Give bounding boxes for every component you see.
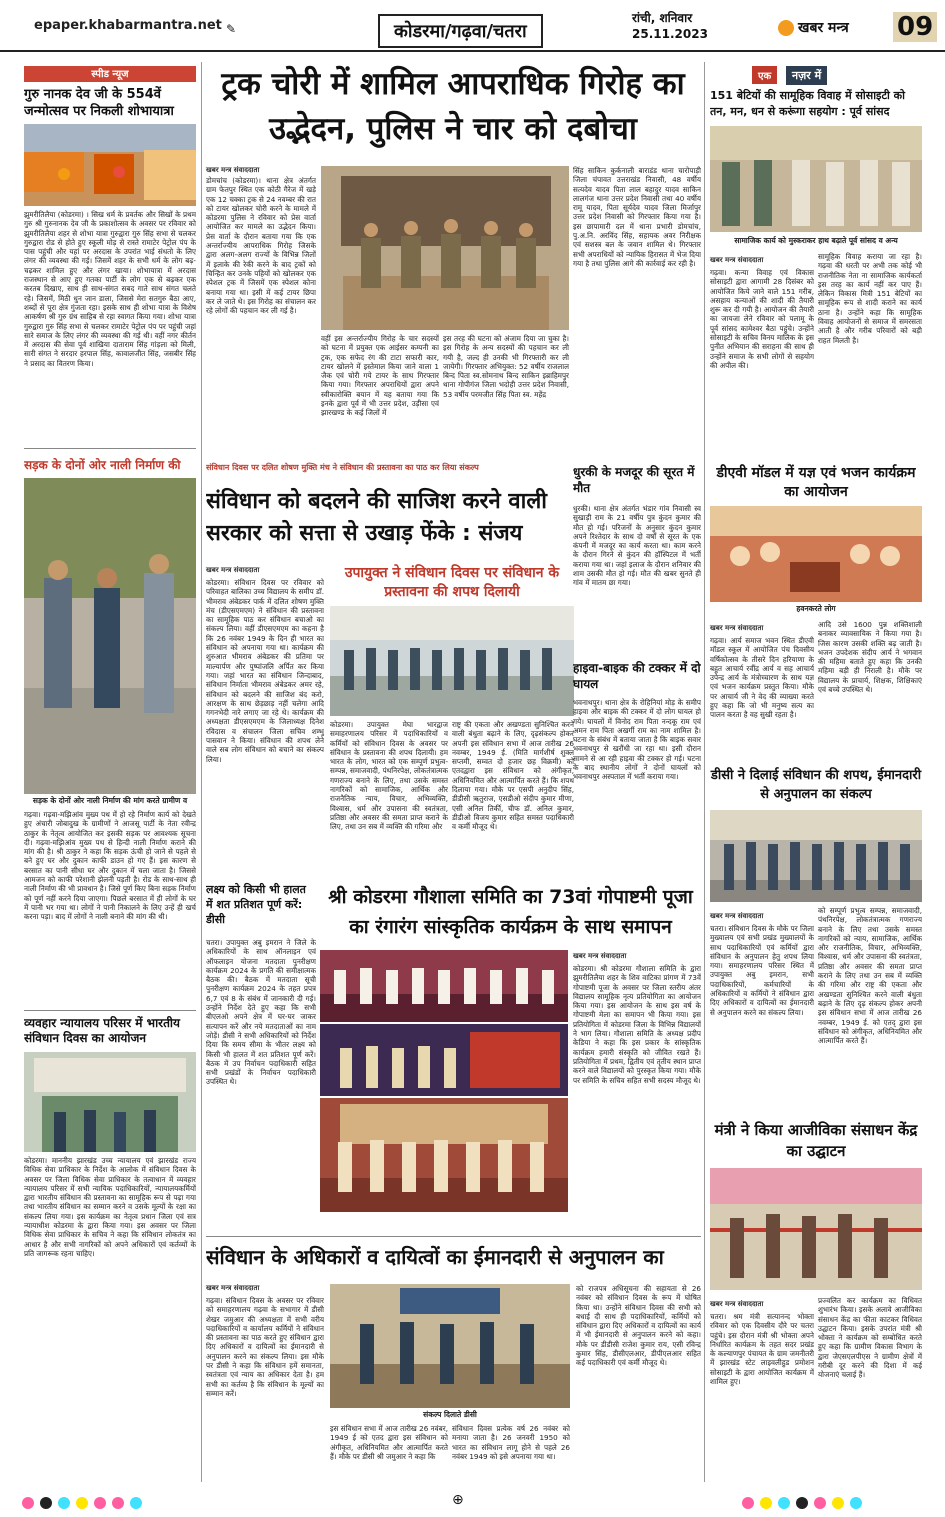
story-body: कोडरमा। उपायुक्त मेघा भारद्वाज समाहरणालय परिसर में पदाधिकारियों व कर्मियों को संविधान दिवस के अवसर पर संविधान के प्रस्तावना की शपथ दिलायी। हम भारत के लोग, भारत को एक सम्पूर्ण प्रभुत्व-सम्पन्न, समाजवादी, पंथनिरपेक्ष, लोकतंत्रात्मक गणराज्य बनाने के लिए, तथा उसके समस्त नागरिकों को सामाजिक, आर्थिक और राजनैतिक न्याय, विचार, अभिव्यक्ति, विश्वास, धर्म और उपासना की स्वतंत्रता, प्रतिष्ठा और अवसर की समता प्राप्त कराने के लिए, तथा उन सब में व्यक्ति की गरिमा और bbox=[330, 720, 448, 832]
ek-tag: एक bbox=[752, 66, 777, 84]
brand-name: खबर मन्त्र bbox=[798, 20, 849, 36]
strip-headline: संविधान दिवस पर दलित शोषण मुक्ति मंच ने संविधान की प्रस्तावना का पाठ कर लिया संकल्प bbox=[206, 463, 479, 472]
story-body: सिंह साकिन कुर्कनाली बाराडंड थाना चारोपाड़ी जिला चंपावत उत्तराखंड निवासी, 48 वर्षीय सत्यदेव यादव पिता लाल बहादुर यादव साकिन लालगंज थाना उत्तर प्रदेश निवासी तथा 40 वर्षीय रामू यादव, पिता सूर्यदेव यादव जिला मिर्जापुर उत्तर प्रदेश निवासी को गिरफ्तार किया गया है। इस छापामारी दल में थाना प्रभारी डोमचांच, पु.अ.नि. अरविंद सिंह, सहायक अवर निरीक्षक एवं सशस्त्र बल के जवान शामिल थे। गिरफ्तार सभी अपराधियों को न्यायिक हिरासत में भेज दिया गया है तथा पुलिस आगे की कार्रवाई कर रही है। bbox=[573, 166, 701, 268]
story-headline: श्री कोडरमा गौशाला समिति का 73वां गोपाष्टमी पूजा का रंगारंग सांस्कृतिक कार्यक्रम के साथ समापन bbox=[328, 886, 693, 938]
byline: खबर मन्त्र संवाददाता bbox=[710, 912, 764, 920]
story-body: गढ़वा। आर्य समाज भवन स्थित डीएवी मॉडल स्कूल में आयोजित पंच दिवसीय वर्षिकोत्सव के तीसरे दिन हरियाणा के बहुत आचार्य रवींद्र आर्य व सह आचार्य उपेन्द्र आर्य के मंत्रोच्चारण के साथ यज्ञ एवं भजन कार्यक्रम प्रस्तुत किया। मौके पर आचार्य जी ने वेद की व्याख्या करते हुए कहा कि जो भी मनुष्य सत्य का पालन करता है वह सुखी रहता है। bbox=[710, 636, 814, 720]
speed-news-tag: स्पीड न्यूज bbox=[24, 66, 196, 82]
city-day: रांची, शनिवार bbox=[632, 11, 693, 25]
story-body: राष्ट्र की एकता और अखण्डता सुनिश्चित करने वाली बंधुता बढ़ाने के लिए, दृढ़संकल्प होकर अपनी इस संविधान सभा में आज तारीख 26 नवम्बर, 1949 ई. (मिति मार्गशीर्ष शुक्ल सप्तमी, सम्वत दो हजार छह विक्रमी) को एतदद्वारा इस संविधान को अंगीकृत, अधिनियमित और आत्मार्पित करते हैं। कि शपथ दिलाया गया। मौके पर एसपी अनुदीप सिंह, डीडीसी ऋतुराज, एसडीओ संदीप कुमार मीणा, एसी अनिल तिर्की, चीफ डॉ. अनिल कुमार, डीडीओ विजय कुमार सहित समस्त पदाधिकारी व कर्मी मौजूद थे। bbox=[452, 720, 574, 832]
najar-tag: नज़र में bbox=[786, 66, 827, 85]
issue-date: 25.11.2023 bbox=[632, 27, 708, 41]
story-body: को राजपत्र अधिसूचना की सहायता से 26 नवंबर को संविधान दिवस के रूप में घोषित किया था। उन्होंने संविधान दिवस की सभी को बधाई दी साथ ही पदाधिकारियों, कर्मियों को संविधान द्वारा दिए अधिकारों व दायित्वों का कार्य में भी ईमानदारी से अनुपालन करने को कहा। मौके पर डीडीसी राजेश कुमार राय, एसी रविन्द्र कुमार सिंह, डीसीएलआर, डीपीएलआर सहित कई पदाधिकारी एवं कर्मी मौजूद थे। bbox=[576, 1284, 701, 1368]
section-title: कोडरमा/गढ़वा/चतरा bbox=[378, 14, 543, 48]
police-press-photo bbox=[321, 166, 569, 330]
court-photo bbox=[24, 1052, 196, 1152]
story-headline: संविधान के अधिकारों व दायित्वों का ईमानदारी से अनुपालन का bbox=[206, 1245, 664, 1269]
story-body: को सम्पूर्ण प्रभुत्व सम्पन्न, समाजवादी, पंथनिरपेक्ष, लोकतंत्रात्मक गणराज्य बनाने के लिए तथा उसके समस्त नागरिकों को न्याय, सामाजिक, आर्थिक और राजनीतिक, विचार, अभिव्यक्ति, विश्वास, धर्म और उपासना की स्वतंत्रता, प्रतिष्ठा और अवसर की समता प्राप्त कराने के लिए तथा उन सब में व्यक्ति की गरिमा और राष्ट्र की एकता और अखण्डता सुनिश्चित करने वाली बंधुता बढ़ाने के लिए दृढ़ संकल्प होकर अपनी इस संविधान सभा में आज तारीख 26 नवम्बर, 1949 ई. को एतद् द्वारा इस संविधान को अंगीकृत, अधिनियमित और आत्मार्पित करते हैं। bbox=[818, 906, 922, 1046]
story-body: वहीं इस अन्तर्राज्यीय गिरोह के चार सदस्यों को घटना में प्रयुक्त एक आईसर कम्पनी का ट्रक, एक सफेद रंग की टाटा सफारी कार, टायर खोलने में इस्तेमाल किया जाने वाला 1 जैक एवं चोरी गये टायर के साथ गिरफ्तार किया गया। गिरफ्तार अपराधियों द्वारा अपने स्वीकारोक्ति बयान में यह बताया गया कि इनके द्वारा पूर्व में भी उत्तर प्रदेश, उड़ीसा एवं झारखण्ड के कई जिलों में bbox=[321, 334, 439, 418]
site-url[interactable]: epaper.khabarmantra.net bbox=[34, 18, 222, 33]
story-body: धुरकी। थाना क्षेत्र अंतर्गत भंडार गांव निवासी स्व सुखाड़ी राम के 21 वर्षीय पुत्र कुंदन कुमार की मौत हो गई। परिजनों के अनुसार कुंदन कुमार अपने रिश्तेदार के साथ दो वर्षों से सूरत के एक कंपनी में मजदूर का कार्य करता था। काम करने के दौरान गिरने से कुंदन की हॉस्पिटल में भर्ती कराया गया था। जहां इलाज के दौरान शनिवार की शाम उसकी मौत हो गई। मौत की खबर सुनते ही गांव में मातम छा गया। bbox=[573, 504, 701, 588]
byline: खबर मन्त्र संवाददाता bbox=[206, 166, 260, 174]
lead-headline: ट्रक चोरी में शामिल आपराधिक गिरोह का उद्भेदन, पुलिस ने चार को दबोचा bbox=[221, 66, 685, 147]
story-body: गढ़वा। संविधान दिवस के अवसर पर रविवार को समाहरणालय गढ़वा के सभागार में डीसी शेखर जमुआर की अध्यक्षता में सभी वरीय पदाधिकारियों व कार्यालय कर्मियों ने संविधान की प्रस्तावना का पाठ करते हुए संविधान द्वारा दिए अधिकारों व दायित्वों का ईमानदारी से अनुपालन करने का संकल्प लिया। इस मौके पर डीसी ने कहा कि संविधान हमें समानता, स्वतंत्रता एवं न्याय का अधिकार देता है। हम सभी का कर्तव्य है कि संविधान के मूल्यों का सम्मान करें। bbox=[206, 1296, 324, 1398]
story-headline: हाइवा-बाइक की टक्कर में दो घायल bbox=[573, 661, 701, 691]
dance-photo bbox=[320, 950, 568, 1022]
story-body: कोडरमा। माननीय झारखंड उच्च न्यायालय एवं झारखंड राज्य विधिक सेवा प्राधिकार के निर्देश के आलोक में संविधान दिवस के अवसर पर जिला विधिक सेवा प्राधिकार के तत्वाधान में व्यवहार न्यायालय परिसर में सभी न्यायिक पदाधिकारियों, न्यायालयकर्मियों द्वारा भारतीय संविधान की प्रस्तावना का सामूहिक रूप से पढ़ा गया तथा भारतीय संविधान का सम्मान करने व उसके मूल्यों के रक्षा का संकल्प लिया गया। इस कार्यक्रम का नेतृत्व प्रधान जिला एवं सत्र न्यायाधीश कोडरमा के द्वारा किया गया। इस अवसर पर जिला विधिक सेवा प्राधिकार के सचिव ने कहा कि संविधान लोकतंत्र का आधार है और सभी नागरिकों को अपने अधिकारों एवं कर्तव्यों के प्रति जागरूक रहना चाहिए। bbox=[24, 1156, 196, 1258]
inauguration-photo bbox=[710, 1168, 922, 1290]
byline: खबर मन्त्र संवाददाता bbox=[573, 952, 627, 960]
color-bar-left bbox=[22, 1494, 148, 1513]
story-body: इस तरह की घटना को अंजाम दिया जा चुका है। इस गिरोह के अन्य सदस्यों की पहचान कर ली गयी है, जल्द ही उनकी भी गिरफ्तारी कर ली जायेगी। गिरफ्तार अभियुक्त: 52 वर्षीय राजलाल बिन्द पिता स्व.सोमनाथ बिन्द साकिन इब्राहिमपुर थाना गोपीगंज जिला भदोही उत्तर प्रदेश निवासी, 53 वर्षीय परमजीत सिंह पिता स्व. महेंद्र bbox=[443, 334, 569, 399]
group-photo bbox=[320, 1098, 568, 1212]
story-body: चतरा। श्रम मंत्री सत्यानन्द भोक्ता रविवार को एक दिवसीय दौरे पर चतरा पहुंचे। इस दौरान मंत्री श्री भोक्ता अपने निर्धारित कार्यक्रम के तहत सदर प्रखंड के कल्याणपुर पंचायत के ग्राम जमनीतरी में झारखंड स्टेट लाइवलीहुड प्रमोशन सोसाइटी के द्वारा आयोजित कार्यक्रम में शामिल हुए। bbox=[710, 1312, 814, 1387]
story-headline: गुरु नानक देव जी के 554वें जन्मोत्सव पर निकली शोभायात्रा bbox=[24, 87, 174, 119]
byline: खबर मन्त्र संवाददाता bbox=[710, 624, 764, 632]
divider bbox=[206, 1236, 701, 1237]
color-bar-right bbox=[742, 1494, 868, 1513]
story-headline: 151 बेटियों की सामूहिक विवाह में सोसाइटी को तन, मन, धन से करूंगा सहयोग : पूर्व सांसद bbox=[710, 89, 905, 118]
story-body: चतरा। संविधान दिवस के मौके पर जिला मुख्यालय एवं सभी प्रखंड मुख्यालयों के साथ पदाधिकारियों एवं कर्मियों द्वारा संविधान के अनुपालन हेतु शपथ लिया गया। समाहरणालय परिसर स्थित में उपायुक्त अबु इमरान, सभी पदाधिकारियों, कर्मचारियों के अधिकारियों व कर्मियों ने संविधान द्वारा दिए अधिकारों व दायित्वों का ईमानदारी से अनुपालन करने का संकल्प लिया। bbox=[710, 924, 814, 1017]
oath-photo bbox=[330, 606, 574, 716]
photo-caption: सामाजिक कार्य को मुस्कराकर हाथ बढ़ाते पूर्व सांसद व अन्य bbox=[734, 236, 898, 245]
story-headline: उपायुक्त ने संविधान दिवस पर संविधान के प्रस्तावना की शपथ दिलायी bbox=[344, 565, 560, 600]
story-headline: व्यवहार न्यायालय परिसर में भारतीय संविधान दिवस का आयोजन bbox=[24, 1016, 180, 1045]
story-body: इस संविधान सभा में आज तारीख 26 नवंबर, 1949 ई को एतद द्वारा इस संविधान को अंगीकृत, अधिनियमित और आत्मार्पित करते हैं। मौके पर डीसी श्री जमुआर ने कहा कि bbox=[330, 1424, 448, 1461]
story-headline: डीएवी मॉडल में यज्ञ एवं भजन कार्यक्रम का आयोजन bbox=[716, 465, 916, 500]
story-headline: संविधान को बदलने की साजिश करने वाली सरकार को सत्ता से उखाड़ फेंके : संजय bbox=[206, 489, 547, 546]
story-body: डोमचांच (कोडरमा)। थाना क्षेत्र अंतर्गत ग्राम फेतपुर स्थित एक कोठी गैरेज में खड़े एक 12 चक्का ट्रक से 24 नवम्बर की रात को टायर खोलकर चोरी करने के मामले में कोडरमा पुलिस ने रविवार को प्रेस वार्ता आयोजित कर मामले का उद्भेदन किया। प्रेस वार्ता के दौरान बताया गया कि एक अन्तर्राज्यीय आपराधिक गिरोह जिसके द्वारा अलग-अलग राज्यों के विभिन्न जिलों में इलाके की रेकी करने के बाद ट्रकों को चिन्हित कर उनके पहियों को खोलकर एक स्पेशल ट्रक में जिसमें एक स्पेशल कोना बनाया गया था। इसी में कई टायर छिपा कर ले जाते थे। इस गिरोह का संचालन कर रहे लोगों की पहचान कर ली गई है। bbox=[206, 176, 316, 316]
date-block bbox=[632, 10, 708, 42]
column-divider bbox=[201, 62, 202, 1482]
story-body: कोडरमा। श्री कोडरमा गौशाला समिति के द्वारा झुमरीतिलैया शहर के शिव वाटिका प्रांगण में 73वें गोपाष्टमी पूजा के अवसर पर जिला स्तरीय अंतर विद्यालय सामूहिक नृत्य प्रतियोगिता का आयोजन किया गया। इस आयोजन के साथ इस वर्ष के गोपाष्टमी मेला का समापन भी किया गया। इस प्रतियोगिता में कोडरमा जिला के विभिन्न विद्यालयों ने भाग लिया। गौशाला समिति के अध्यक्ष प्रदीप केडिया ने कहा कि इस प्रकार के सांस्कृतिक कार्यक्रम हमारी संस्कृति को जीवित रखते हैं। प्रतियोगिता में प्रथम, द्वितीय एवं तृतीय स्थान प्राप्त करने वाले विद्यालयों को पुरस्कृत किया गया। मौके पर समिति के सचिव सहित सभी सदस्य मौजूद थे। bbox=[573, 964, 701, 1085]
story-body: गढ़वा। गढ़वा-मझिआंव मुख्य पथ में हो रहे निर्माण कार्य को देखते हुए अंचारी जोबादुख के ग्रामीणों ने आजसू पार्टी के नेता रवीन्द्र ठाकुर के नेतृत्व आयोजित कर इसकी सड़क पर आवश्यक सूचना दी। गढ़वा-मझिआंव मुख्य पथ से हिन्दी नाली निर्माण कराने की मांग की है। श्री ठाकुर ने कहा कि सड़क ऊंची हो जाने से पहले से बने हुए घर और दुकान काफी डाउन हो गए हैं। इस कारण से बरसात का पानी सीधा घर और दुकान में चला जाता है। जिससे आमजन को काफी परेशानी झेलनी पड़ती है। रोड के साथ-साथ ही नाली निर्माण की भी प्रावधान है। जिसे पूर्ण किए बिना सड़क निर्माण को पूर्ण नहीं करने दिया जाएगा। पिछले बरसात में ही लोगों के घर में पानी भर गया था। लोगों ने पानी निकालने के लिए उन्हें ही खर्च करना पड़ा। बाद में लोगों ने नाली बनाने की मांग की थी। bbox=[24, 810, 196, 922]
story-body: आदि उसे 1600 पुन्न शक्तिशाली बनाकर व्यावसायिक ने किया गया है। जिस कारण उसकी शक्ति बढ़ जाती है। भजन उपदेशक संदीप आर्य ने भगवान की महिमा बताते हुए कहा कि उनकी महिमा बड़ी ही निराली है। मौके पर विद्यालय के प्राचार्य, शिक्षक, शिक्षिकाएं एवं बच्चे उपस्थित थे। bbox=[818, 620, 922, 695]
chatra-oath-photo bbox=[710, 810, 922, 902]
story-body: भवनाथपुर। थाना क्षेत्र के रोहिनियां मोड़ के समीप हाइवा और बाइक की टक्कर में दो लोग घायल हो गये। घायलों में विनोद राम पिता नन्दकू राम एवं अमन राम पिता अखर्गी राम का नाम शामिल है। घटना के संबंध में बताया जाता है कि बाइक सवार भवनाथपुर से खरौंधी जा रहा था। इसी दौरान सामने से आ रही हाइवा की टक्कर हो गई। घटना के बाद स्थानीय लोगों ने दोनों घायलों को भवनाथपुर अस्पताल में भर्ती कराया गया। bbox=[573, 698, 701, 782]
page-number: 09 bbox=[893, 12, 937, 42]
procession-photo bbox=[24, 124, 196, 206]
photo-caption: सड़क के दोनों ओर नाली निर्माण की मांग करते ग्रामीण व bbox=[32, 796, 188, 805]
photo-caption: संकल्प दिलाते डीसी bbox=[423, 1410, 477, 1419]
byline: खबर मन्त्र संवाददाता bbox=[710, 1300, 764, 1308]
divider bbox=[24, 448, 196, 449]
dc-oath-photo bbox=[330, 1284, 570, 1408]
ex-mp-photo bbox=[710, 126, 922, 232]
story-body: गढ़वा। कन्या विवाह एवं विकास सोसाइटी द्वारा आगामी 28 दिसंबर को आयोजित किये जाने वाले 151 गरीब, असहाय कन्याओं की शादी की तैयारी शुरू कर दी गयी है। आयोजन की तैयारी का जायजा लेने रविवार को पलामू के पूर्व सांसद कामेश्वर बैठा पहुंचे। उन्होंने सोसाइटी के सचिव विनय मालिक के इस पुनीत अभियान की सराहना की साथ ही उन्होंने समाज के सभी लोगों से सहयोग की अपील की। bbox=[710, 268, 814, 370]
story-headline: मंत्री ने किया आजीविका संसाधन केंद्र का उद्घाटन bbox=[714, 1121, 918, 1160]
story-headline: धुरकी के मजदूर की सूरत में मौत bbox=[573, 465, 695, 495]
pin-icon: ✎ bbox=[226, 22, 237, 36]
brand bbox=[778, 18, 849, 37]
byline: खबर मन्त्र संवाददाता bbox=[206, 566, 260, 574]
byline: खबर मन्त्र संवाददाता bbox=[710, 256, 764, 264]
registration-mark-icon: ⊕ bbox=[452, 1492, 464, 1508]
story-body: चतरा। उपायुक्त अबु इमरान ने जिले के अधिकारियों के साथ ऑनलाइन एवं ऑफलाइन योजना मतदाता पुनरीक्षण कार्यक्रम 2024 के प्रगति की समीक्षात्मक बैठक की। बैठक में मतदाता सूची पुनरीक्षण कार्यक्रम 2024 के तहत प्रपत्र 6,7 एवं 8 के संबंध में जानकारी दी गई। उन्होंने निर्देश देते हुए कहा कि सभी बीएलओ अपने क्षेत्र में घर-घर जाकर सत्यापन करें और नये मतदाताओं का नाम जोड़ें। डीसी ने सभी अधिकारियों को निर्देश दिया कि समय सीमा के भीतर लक्ष्य को किसी भी हालत में शत प्रतिशत पूर्ण करें। बैठक में उप निर्वाचन पदाधिकारी सहित सभी प्रखंडों के निर्वाचन पदाधिकारी उपस्थित थे। bbox=[206, 938, 316, 1087]
story-body: सामूहिक विवाह कराया जा रहा है। गढ़वा की धरती पर अभी तक कोई भी राजनीतिक नेता ना सामाजिक कार्यकर्ता इस तरह का कार्य नहीं कर पाए हैं। लेकिन विकास मित्री 151 बेटियों का सामूहिक रूप से शादी कराने का कार्य ठाना है। उन्होंने कहा कि सामूहिक विवाह आयोजनों से समाज में समरसता आती है और गरीब परिवारों को बड़ी राहत मिलती है। bbox=[818, 252, 922, 345]
column-divider bbox=[704, 62, 705, 1482]
story-headline: लक्ष्य को किसी भी हालत में शत प्रतिशत पूर्ण करें: डीसी bbox=[206, 883, 306, 926]
photo-caption: हवनकरते लोग bbox=[796, 604, 836, 613]
byline: खबर मन्त्र संवाददाता bbox=[206, 1284, 260, 1292]
story-body: प्रज्वलित कर कार्यक्रम का विधिवत शुभारंभ किया। इसके अलावे आजीविका संसाधन केंद्र का फीता काटकर विधिवत उद्घाटन किया। इसके उपरांत मंत्री श्री भोक्ता ने कार्यक्रम को सम्बोधित करते हुए कहा कि ग्रामीण विकास विभाग के द्वारा जेएसएलपीएस ने ग्रामीण क्षेत्रों में गरीबी दूर करने की दिशा में कई योजनाएं चलाई हैं। bbox=[818, 1296, 922, 1380]
story-body: कोडरमा। संविधान दिवस पर रविवार को परिवाहत बालिका उच्च विद्यालय के समीप डॉ. भीमराव अंबेडकर पार्क में दलित शोषण मुक्ति मंच (डीएसएमएम) ने संविधान की प्रस्तावना का सामूहिक पाठ कर संविधान बचाओ का संकल्प लिया। वहीं डीएसएमएम का कहना है कि 26 नवंबर 1949 के दिन ही भारत का संविधान को अपनाया गया था। कार्यक्रम की शुरुआत भीमराव अंबेडकर की प्रतिमा पर माल्यार्पण और पुष्पांजलि अर्पित कर किया गया। जहां भारत का संविधान जिन्दाबाद, संविधान निर्माता भीमराव अंबेडकर अमर रहे, संविधान को बदलने की साजिश बंद करो, आरक्षण के साथ छेड़छाड़ नहीं चलेगा आदि गगनभेदी नारे लगाए जा रहे थे। कार्यक्रम की अध्यक्षता डीएसएमएम के जिलाध्यक्ष दिनेश रविदास व संचालन जिला सचिव शम्भु पासवान ने किया। संविधान की शपथ लेने वाले सब लोग संविधान को बचाने का संकल्प लिया। bbox=[206, 578, 324, 764]
story-body: झुमरीतिलैया (कोडरमा) । सिख धर्म के प्रवर्तक और सिखों के प्रथम गुरु श्री गुरुनानक देव जी के प्रकाशोत्सव के अवसर पर रविवार को झुमरीतिलैया शहर से शोभा यात्रा गुरुद्वारा गुरु सिंह सभा से चलकर गुरुद्वारा रोड से होते हुए स्कूली मोड़ से रास्ते रामाटेर पेट्रोल पंप के पास पहुंची और यहां पर अरदास के उपरांत भाई संधतो के लिए लंगर की व्यवस्था की गई। जिसमें शहर के सभी धर्म के लोग बढ़-चढ़कर शामिल हुए और लंगर खाया। शोभायात्रा में अरदास राजस्थान से आए हुए गतका पार्टी के लोग एक से बढ़कर एक करतब दिखाए, साथ ही साथ-संगत सबद गाते साथ संगत चलते रहे। जिसमें, मिठी धुन जान डाला, जिससे मेरा सतगुरु बैठा आए, शब्दों से पूरा क्षेत्र गुंजता रहा। इसके साथ ही शोभा यात्रा के विशेष आकर्षण श्री गुरु ग्रंथ साहिब से रहा स्वागत किया गया। शोभा यात्रा गुरुद्वारा गुरु सिंह सभा से चलकर रामाटेर पेट्रोल पंप पर पहुंची जहां सारे समाज के लिए लंगर की व्यवस्था की गई थी। वहीं नगर कीर्तन में अरदास की सेवा पूर्व शाखिया दाताराम सिंह गांड़ला को मिली, सारी संगत ने सरदार हरपाल सिंह, कावालजीत सिंह, जसबीर सिंह ने प्रसाद का वितरण किया। bbox=[24, 210, 196, 368]
story-headline: सड़क के दोनों ओर नाली निर्माण की bbox=[24, 458, 181, 472]
story-headline: डीसी ने दिलाई संविधान की शपथ, ईमानदारी से अनुपालन का संकल्प bbox=[710, 768, 922, 802]
divider bbox=[24, 1010, 196, 1011]
stage-photo bbox=[320, 1024, 568, 1096]
yagya-photo bbox=[710, 506, 922, 602]
road-photo bbox=[24, 478, 196, 794]
story-body: संविधान दिवस प्रत्येक वर्ष 26 नवंबर को मनाया जाता है। 26 जनवरी 1950 को भारत का संविधान लागू होने से पहले 26 नवंबर 1949 को इसे अपनाया गया था। bbox=[452, 1424, 570, 1461]
brand-logo-icon bbox=[778, 20, 794, 36]
